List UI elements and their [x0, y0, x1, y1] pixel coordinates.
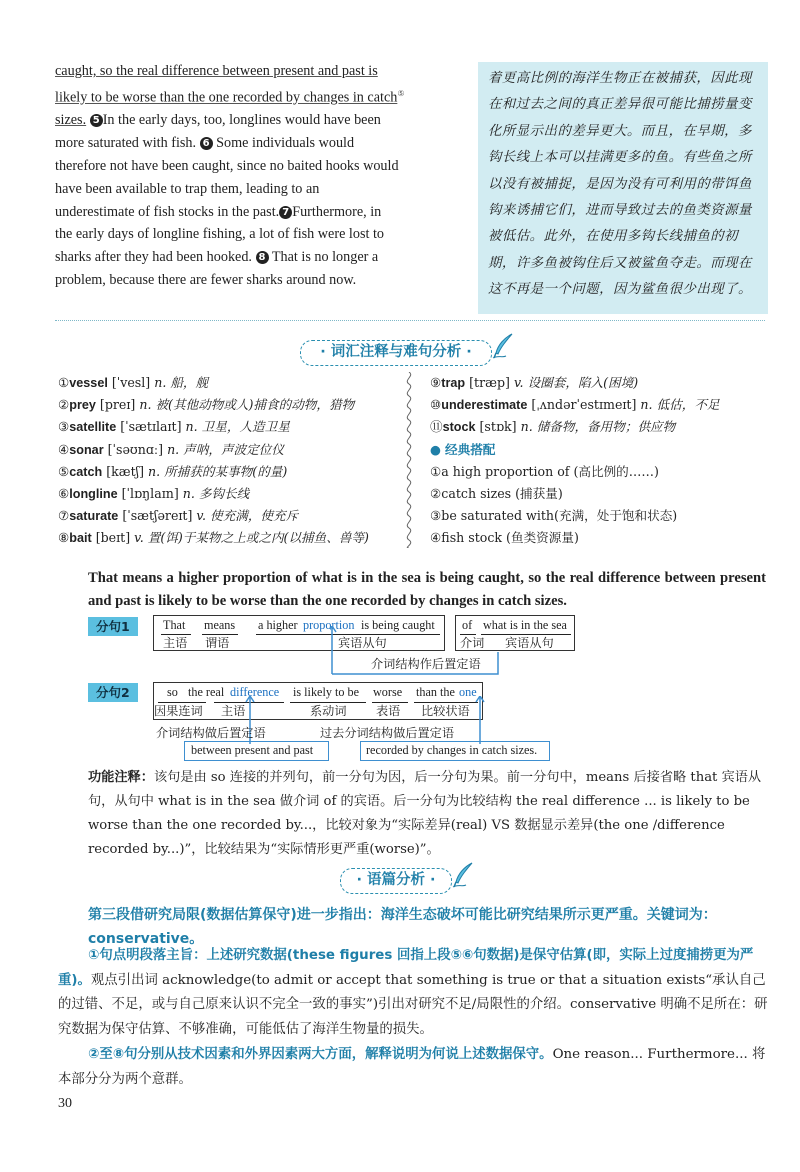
label: 宾语从句 — [338, 636, 387, 650]
clause-tag-1: 分句1 — [88, 617, 138, 636]
word: difference — [230, 685, 280, 699]
passage-line: the early days of longline fishing, a lot of fish were lost to — [55, 226, 385, 243]
vocab-item: ⑩underestimate [ˌʌndərˈestɪmeɪt] n. 低估，不足 — [430, 397, 720, 413]
quill-icon — [492, 333, 514, 359]
label: 比较状语 — [421, 704, 470, 718]
vocab-item: ⑥longline [ˈlɒŋlaɪn] n. 多钩长线 — [58, 486, 250, 502]
vocab-list-right — [430, 372, 720, 550]
passage-line: underestimate of fish stocks in the past. 7 Furthermore, in — [55, 203, 382, 220]
word: means — [204, 618, 236, 632]
passage-line: sizes. 5 In the early days, too, longlines would have been — [55, 112, 381, 129]
label: 主语 — [163, 636, 188, 650]
label: 介词 — [460, 636, 485, 650]
passage-line: more saturated with fish. 6 Some individuals would — [55, 135, 355, 152]
translation-box: 着更高比例的海洋生物正在被捕获，因此现在和过去之间的真正差异很可能比捕捞量变化所显示出的差异更大。而且，在早期，多钩长线上本可以挂满更多的鱼。有些鱼之所以没有被捕捉，是因为没有可利用的带饵鱼钩来诱捕它们，进而导致过去的鱼类资源量被低估。此外，在使用多钩长线捕鱼的初期，许多鱼被钩住后又被鲨鱼夺走。而现在这不再是一个问题，因为鲨鱼很少出现了。 — [478, 62, 768, 314]
vocab-item: ③satellite [ˈsætɪlaɪt] n. 卫星，人造卫星 — [58, 419, 290, 435]
discourse-heading: · 语篇分析 · — [340, 868, 452, 894]
collocation-item: ④fish stock (鱼类资源量) — [430, 530, 579, 546]
sentence-marker: 6 — [200, 137, 213, 150]
word: what is in the sea — [483, 618, 567, 632]
quill-icon — [452, 862, 474, 888]
label: 主语 — [221, 704, 246, 718]
label: 因果连词 — [154, 704, 203, 718]
word: worse — [373, 685, 403, 699]
analysis-sentence: That means a higher proportion of what is in the sea is being caught, so the real difference between present and past is likely to be worse than the one recorded by changes in catch sizes. — [88, 570, 766, 609]
vocab-item: ⑪stock [stɒk] n. 储备物，备用物；供应物 — [430, 419, 676, 435]
discourse-point-1: ①句点明段落主旨：上述研究数据(these figures 回指上段⑤⑥句数据)是保守估算(即，实际上过度捕捞更为严重)。观点引出词 acknowledge(to admit or accept that something is true or that a situation exists“承认自己的过错、不足，或与自己原来认识不完全一致的事实”)引出对研究不足/局限性的介绍。conservative 明确不足所在：研究数据为保守估算、不够准确，可能低估了海洋生物量的损失。 — [58, 948, 768, 1037]
collocation-item: ②catch sizes (捕获量) — [430, 486, 563, 502]
vocab-item: ⑤catch [kætʃ] n. 所捕获的某事物(的量) — [58, 463, 288, 479]
clause-tag-2: 分句2 — [88, 683, 138, 702]
label: 谓语 — [205, 636, 230, 650]
passage-line: sharks after they had been hooked. 8 That is no longer a — [55, 249, 379, 266]
word: of — [462, 618, 473, 632]
word: a higher — [258, 618, 298, 632]
vocab-list-left — [58, 372, 369, 550]
phrase: recorded by changes in catch sizes. — [366, 743, 538, 757]
vocab-item: ⑨trap [træp] v. 设圈套，陷入(困境) — [430, 375, 639, 390]
vocab-item: ⑦saturate [ˈsætʃəreɪt] v. 使充满，使充斥 — [58, 508, 299, 524]
sentence-marker: 8 — [256, 251, 269, 264]
note-label: 介词结构做后置定语 — [156, 726, 266, 740]
note-label: 过去分词结构做后置定语 — [320, 726, 455, 740]
word: is being caught — [361, 618, 435, 632]
passage-line: likely to be worse than the one recorded by changes in catch⑤ — [55, 88, 405, 106]
word: so — [167, 685, 178, 699]
passage-text — [55, 60, 465, 292]
label: 表语 — [376, 704, 401, 718]
collocation-item: ①a high proportion of (高比例的……) — [430, 463, 659, 479]
label: 宾语从句 — [505, 636, 554, 650]
passage-line: therefore not have been caught, since no baited hooks would — [55, 157, 399, 174]
function-note: 功能注释：该句是由 so 连接的并列句，前一分句为因，后一分句为果。前一分句中，means 后接省略 that 宾语从句，从句中 what is in the sea 做介词 of 的宾语。后一分句为比较结构 the real difference ... is likely to be worse than the one recorded by...，比较对象为“实际差异(real) VS 数据显示差异(the one /difference recorded by...)”，比较结果为“实际情形更严重(worse)”。 — [88, 770, 762, 857]
page-number: 30 — [58, 1096, 72, 1111]
spiral-divider — [403, 372, 415, 548]
word: That — [163, 618, 186, 632]
divider — [55, 320, 765, 321]
word: proportion — [303, 618, 355, 632]
word: the real — [188, 685, 225, 699]
note-label: 介词结构作后置定语 — [371, 657, 481, 671]
vocab-item: ⑧bait [beɪt] v. 置(饵)于某物之上或之内(以捕鱼、兽等) — [58, 530, 369, 546]
word: than the — [416, 685, 455, 699]
passage-line: problem, because there are fewer sharks around now. — [55, 271, 357, 288]
vocab-item: ④sonar [ˈsəʊnɑː] n. 声呐，声波定位仪 — [58, 441, 284, 457]
word: one — [459, 685, 477, 699]
collocation-heading: ● 经典搭配 — [430, 441, 496, 457]
sentence-marker: 5 — [90, 114, 103, 127]
collocation-item: ③be saturated with(充满，处于饱和状态) — [430, 508, 678, 524]
discourse-summary: 第三段借研究局限(数据估算保守)进一步指出：海洋生态破坏可能比研究结果所示更严重。关键词为：conservative。 — [88, 907, 717, 947]
discourse-point-2: ②至⑧句分别从技术因素和外界因素两大方面，解释说明为何说上述数据保守。One reason... Furthermore... 将本部分分为两个意群。 — [58, 1047, 766, 1087]
phrase: between present and past — [191, 743, 314, 757]
sentence-marker: 7 — [279, 206, 292, 219]
passage-line: have been available to trap them, leading to an — [55, 180, 320, 197]
passage-line: caught, so the real difference between present and past is — [55, 63, 378, 79]
vocab-item: ②prey [preɪ] n. 被(其他动物或人)捕食的动物，猎物 — [58, 397, 355, 413]
vocab-heading: · 词汇注释与难句分析 · — [300, 340, 492, 366]
vocab-item: ①vessel [ˈvesl] n. 船，舰 — [58, 375, 209, 390]
word: is likely to be — [293, 685, 360, 699]
label: 系动词 — [310, 704, 347, 718]
